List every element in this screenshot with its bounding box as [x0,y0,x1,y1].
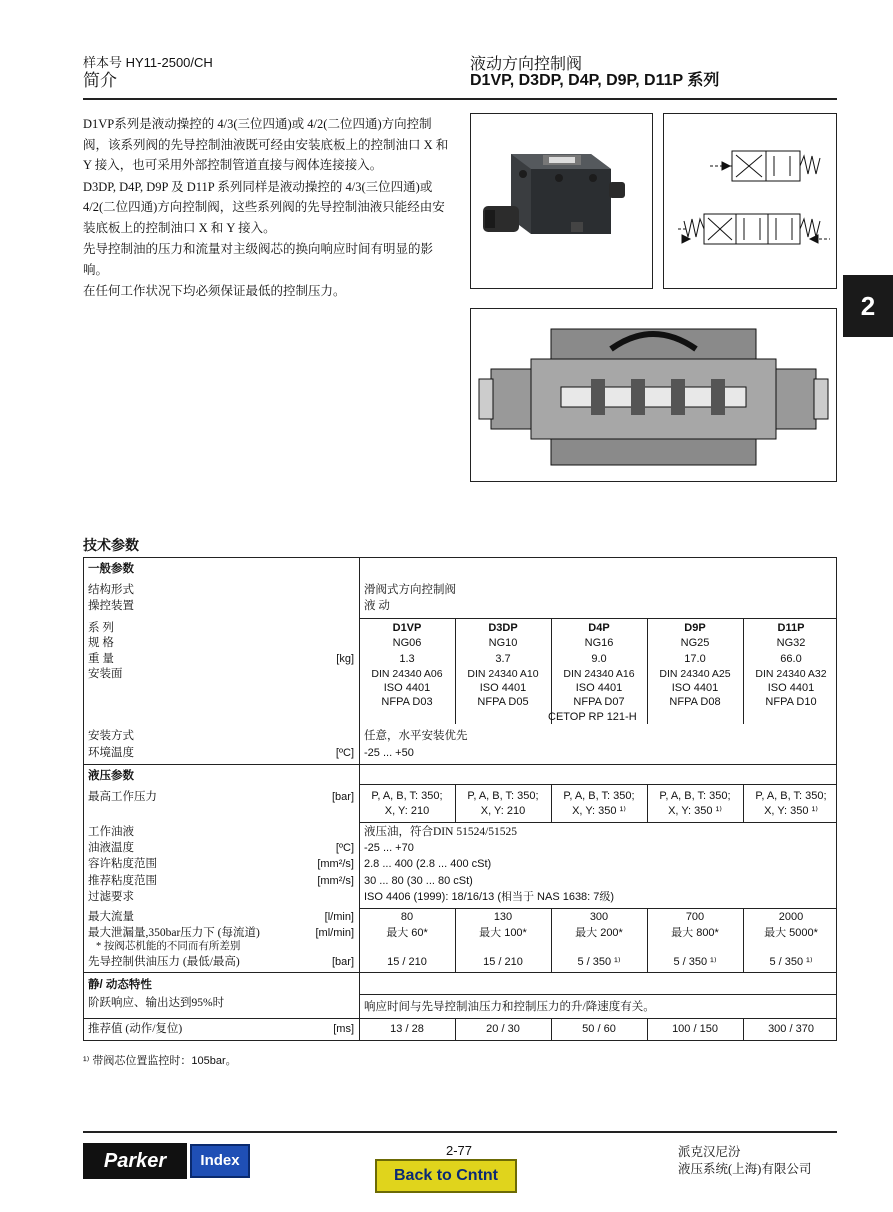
weight-value: 17.0 [684,653,706,665]
index-button[interactable]: Index [190,1144,250,1178]
mount-nfpa: NFPA D03 [381,696,433,708]
maxpress-line2: X, Y: 350 ¹⁾ [764,805,818,817]
company-subtitle: 液压系统(上海)有限公司 [678,1162,812,1176]
series-d3dp: D3DP [488,622,518,634]
size-value: NG16 [584,637,614,649]
page-number: 2-77 [446,1143,473,1158]
hydraulic-symbol [663,113,837,289]
flow-value: 700 [685,911,705,923]
fluid-temp-unit: [ºC] [335,842,354,854]
size-value: NG06 [392,637,422,649]
ambient-label: 环境温度 [88,747,134,759]
rec-value: 13 / 28 [390,1023,424,1035]
maxpress-line1: P, A, B, T: 350; [563,790,635,802]
actuation-label: 操控装置 [88,600,134,612]
chapter-tab[interactable]: 2 [843,275,893,337]
flow-value: 300 [589,911,609,923]
valve-cross-section [470,308,837,482]
section-title: 简介 [83,71,117,90]
weight-value: 3.7 [495,653,511,665]
weight-value: 1.3 [399,653,415,665]
leak-unit: [ml/min] [315,927,354,939]
intro-paragraph: D3DP, D4P, D9P 及 D11P 系列同样是液动操控的 4/3(三位四通)或 4/2(二位四通)方向控制阀，这些系列阀的先导控制油液只能经由安装底板上的控制油口 X 和 Y 接入。 [83,179,445,235]
leak-value: 最大 800* [671,927,719,939]
visc-label: 容许粘度范围 [88,858,157,870]
flow-value: 80 [400,911,414,923]
parker-logo: Parker [83,1143,187,1179]
weight-value: 66.0 [780,653,802,665]
mount-iso: ISO 4401 [479,682,527,694]
mount-nfpa: NFPA D10 [765,696,817,708]
flow-value: 130 [493,911,513,923]
rec-visc-label: 推荐粘度范围 [88,875,157,887]
group-dynamic-title: 静/ 动态特性 [88,979,152,991]
series-d9p: D9P [684,622,706,634]
maxpress-line2: X, Y: 210 [480,805,526,817]
rec-value: 20 / 30 [486,1023,520,1035]
fluid-label: 工作油液 [88,826,134,838]
rec-visc-value: 30 ... 80 (30 ... 80 cSt) [364,875,473,887]
size-label: 规 格 [88,637,114,649]
size-value: NG32 [776,637,806,649]
rec-label: 推荐值 (动作/复位) [88,1023,183,1035]
leak-value: 最大 200* [575,927,623,939]
company-name: 派克汉尼汾 [678,1145,741,1159]
visc-unit: [mm²/s] [317,858,354,870]
leak-value: 最大 100* [479,927,527,939]
spec-heading: 技术参数 [83,537,139,553]
flow-label: 最大流量 [88,911,134,923]
maxpress-label: 最高工作压力 [88,791,157,803]
maxpress-line1: P, A, B, T: 350; [467,790,539,802]
weight-unit: [kg] [336,653,354,665]
series-d4p: D4P [588,622,610,634]
group-hydraulic-title: 液压参数 [88,770,134,782]
mount-nfpa: NFPA D07 [573,696,625,708]
maxpress-line1: P, A, B, T: 350; [371,790,443,802]
mount-din: DIN 24340 A25 [659,668,731,680]
mount-iso: ISO 4401 [575,682,623,694]
design-value: 滑阀式方向控制阀 [364,584,456,596]
pilot-value: 5 / 350 ¹⁾ [577,956,621,968]
pilot-label: 先导控制供油压力 (最低/最高) [88,956,240,968]
rec-value: 100 / 150 [672,1023,718,1035]
maxpress-line1: P, A, B, T: 350; [755,790,827,802]
footnote: ¹⁾ 带阀芯位置监控时：105bar。 [83,1055,237,1067]
group-general-title: 一般参数 [88,563,134,575]
mounting-label: 安装面 [88,668,123,680]
leak-note: * 按阀芯机能的不同而有所差别 [96,941,241,952]
series-d1vp: D1VP [392,622,422,634]
leak-label: 最大泄漏量,350bar压力下 (每流道) [88,927,260,939]
leak-value: 最大 60* [386,927,428,939]
maxpress-line1: P, A, B, T: 350; [659,790,731,802]
intro-paragraph: D1VP系列是液动操控的 4/3(三位四通)或 4/2(二位四通)方向控制阀，该系列阀的先导控制油液既可经由安装底板上的控制油口 X 和 Y 接入，也可采用外部控制管道直接与阀体连接接入。 [83,117,449,172]
intro-paragraph: 在任何工作状况下均必须保证最低的控制压力。 [83,284,346,298]
maxpress-line2: X, Y: 350 ¹⁾ [572,805,626,817]
mount-nfpa: NFPA D05 [477,696,529,708]
maxpress-line2: X, Y: 210 [384,805,430,817]
fluid-value: 液压油，符合DIN 51524/51525 [364,826,518,838]
fluid-temp-value: -25 ... +70 [364,842,414,854]
leak-value: 最大 5000* [764,927,818,939]
maxpress-unit: [bar] [331,791,354,803]
series-d11p: D11P [777,622,805,634]
intro-paragraph: 先导控制油的压力和流量对主级阀芯的换向响应时间有明显的影响。 [83,242,434,277]
series-label: 系 列 [88,622,114,634]
back-to-contents-button[interactable]: Back to Cntnt [375,1159,517,1193]
weight-label: 重 量 [88,653,114,665]
intro-text [83,114,453,303]
fluid-temp-label: 油液温度 [88,842,134,854]
rec-value: 300 / 370 [768,1023,814,1035]
design-label: 结构形式 [88,584,134,596]
install-value: 任意，水平安装优先 [364,730,468,742]
ambient-value: -25 ... +50 [364,747,414,759]
pilot-value: 15 / 210 [387,956,427,968]
mount-din: DIN 24340 A06 [371,668,443,680]
pilot-unit: [bar] [331,956,354,968]
doc-title-series: D1VP, D3DP, D4P, D9P, D11P 系列 [470,72,720,89]
spec-table [83,557,837,1041]
rec-visc-unit: [mm²/s] [317,875,354,887]
cetop-standard: CETOP RP 121-H [548,711,637,723]
flow-unit: [l/min] [324,911,354,923]
rec-value: 50 / 60 [582,1023,616,1035]
pilot-value: 5 / 350 ¹⁾ [673,956,717,968]
filter-label: 过滤要求 [88,891,134,903]
mount-iso: ISO 4401 [671,682,719,694]
rec-unit: [ms] [333,1023,354,1035]
mount-nfpa: NFPA D08 [669,696,721,708]
step-value: 响应时间与先导控制油压力和控制压力的升/降速度有关。 [364,1001,655,1013]
valve-photo [470,113,653,289]
weight-value: 9.0 [591,653,607,665]
step-label: 阶跃响应、输出达到95%时 [88,997,225,1009]
pilot-value: 5 / 350 ¹⁾ [769,956,813,968]
size-value: NG10 [488,637,518,649]
flow-value: 2000 [778,911,804,923]
filter-value: ISO 4406 (1999): 18/16/13 (相当于 NAS 1638: 7级) [364,891,615,903]
size-value: NG25 [680,637,710,649]
actuation-value: 液 动 [364,600,390,612]
visc-value: 2.8 ... 400 (2.8 ... 400 cSt) [364,858,492,870]
mount-din: DIN 24340 A10 [467,668,539,680]
mount-din: DIN 24340 A16 [563,668,635,680]
mount-iso: ISO 4401 [383,682,431,694]
footer-rule [83,1131,837,1133]
mount-iso: ISO 4401 [767,682,815,694]
header-rule [83,98,837,100]
mount-din: DIN 24340 A32 [755,668,827,680]
ambient-unit: [ºC] [335,747,354,759]
pilot-value: 15 / 210 [483,956,523,968]
maxpress-line2: X, Y: 350 ¹⁾ [668,805,722,817]
doc-title-cn: 液动方向控制阀 [470,56,583,73]
install-label: 安装方式 [88,730,134,742]
catalog-number: 样本号 HY11-2500/CH [83,55,213,70]
